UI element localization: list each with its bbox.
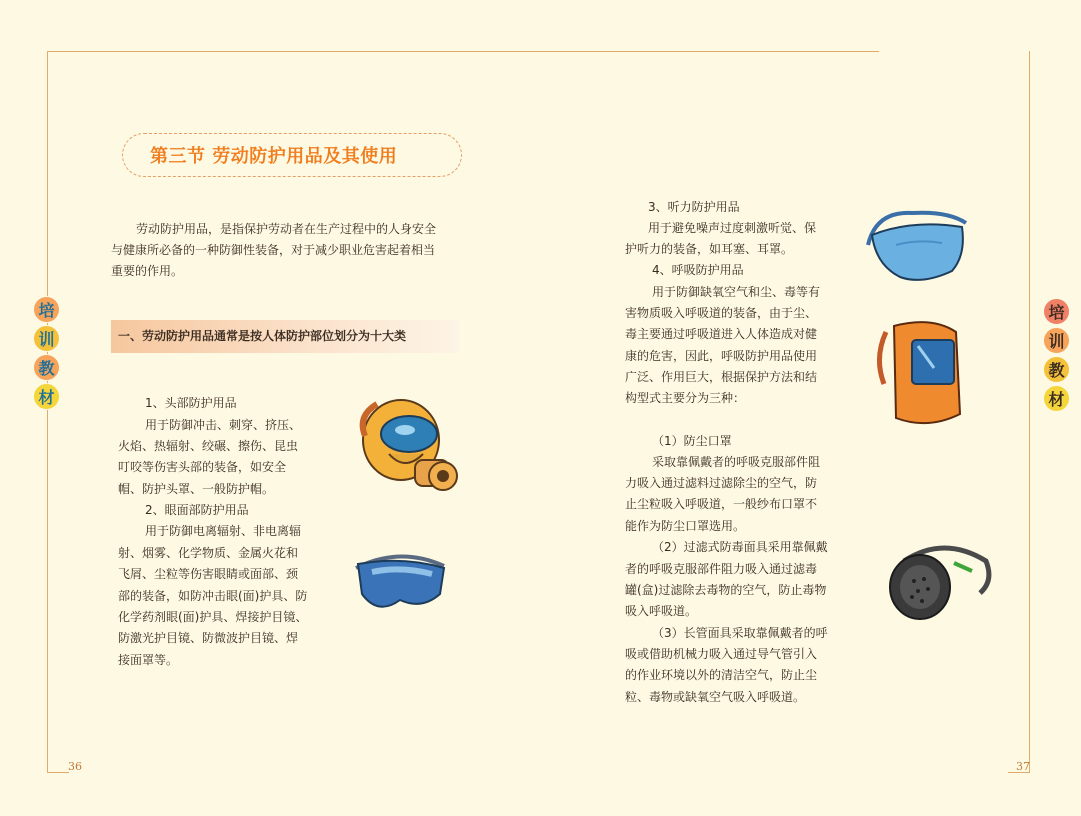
page-number-right: 37 xyxy=(1016,760,1030,773)
right-text-line: （1）防尘口罩 xyxy=(652,434,732,448)
left-text-line: 飞屑、尘粒等伤害眼睛或面部、颈 xyxy=(118,567,299,581)
right-text-line: 力吸入通过滤料过滤除尘的空气，防 xyxy=(625,476,818,490)
left-text-line: 用于防御电离辐射、非电离辐 xyxy=(145,524,302,538)
badge-char: 教 xyxy=(1043,356,1070,383)
left-text-line: 部的装备，如防冲击眼(面)护具、防 xyxy=(118,589,308,603)
right-text-line: 毒主要通过呼吸道进入人体造成对健 xyxy=(625,327,818,341)
right-text-line: 护听力的装备，如耳塞、耳罩。 xyxy=(625,242,794,256)
right-text-line: 3、听力防护用品 xyxy=(648,200,740,214)
right-text-line: 罐(盒)过滤除去毒物的空气，防止毒物 xyxy=(625,583,827,597)
gas-mask-helmet-image xyxy=(353,396,465,500)
left-text-line: 射、烟雾、化学物质、金属火花和 xyxy=(118,546,299,560)
section-heading: 一、劳动防护用品通常是按人体防护部位划分为十大类 xyxy=(118,329,407,343)
bottom-left-border xyxy=(47,772,69,773)
left-text-line: 化学药剂眼(面)护具、焊接护目镜、 xyxy=(118,610,308,624)
badge-char: 培 xyxy=(1043,298,1070,325)
right-text-line: 用于防御缺氧空气和尘、毒等有 xyxy=(652,285,821,299)
right-text-line: 构型式主要分为三种： xyxy=(625,391,746,405)
right-border xyxy=(1029,51,1030,773)
badge-char: 材 xyxy=(33,383,60,410)
right-text-line: （2）过滤式防毒面具采用靠佩戴 xyxy=(652,540,828,554)
right-text-line: 吸入呼吸道。 xyxy=(625,604,698,618)
badge-char: 培 xyxy=(33,296,60,323)
right-text-line: （3）长管面具采取靠佩戴者的呼 xyxy=(652,626,828,640)
left-border xyxy=(47,51,48,773)
right-text-line: 粒、毒物或缺氧空气吸入呼吸道。 xyxy=(625,690,806,704)
right-text-line: 4、呼吸防护用品 xyxy=(652,263,744,277)
right-text-line: 者的呼吸克服部件阻力吸入通过滤毒 xyxy=(625,562,818,576)
right-text-line: 止尘粒吸入呼吸道，一般纱布口罩不 xyxy=(625,497,818,511)
badge-char: 教 xyxy=(33,354,60,381)
respirator-mask-image xyxy=(884,541,996,625)
left-text-line: 叮咬等伤害头部的装备，如安全 xyxy=(118,460,287,474)
side-badge-right xyxy=(1043,298,1071,414)
left-text-line: 火焰、热辐射、绞碾、擦伤、昆虫 xyxy=(118,439,299,453)
right-text-line: 害物质吸入呼吸道的装备，由于尘、 xyxy=(625,306,818,320)
right-text-line: 吸或借助机械力吸入通过导气管引入 xyxy=(625,647,818,661)
right-text-line: 采取靠佩戴者的呼吸克服部件阻 xyxy=(652,455,821,469)
right-text-line: 能作为防尘口罩选用。 xyxy=(625,519,746,533)
page-title: 第三节 劳动防护用品及其使用 xyxy=(150,146,398,167)
left-text-line: 帽、防护头罩、一般防护帽。 xyxy=(118,482,275,496)
left-text-line: 接面罩等。 xyxy=(118,653,179,667)
left-text-line: 用于防御冲击、刺穿、挤压、 xyxy=(145,418,302,432)
intro-line: 与健康所必备的一种防御性装备，对于减少职业危害起着相当 xyxy=(111,243,436,257)
page-number-left: 36 xyxy=(68,760,82,773)
safety-goggles-image xyxy=(352,548,450,624)
left-text-line: 2、眼面部防护用品 xyxy=(145,503,249,517)
right-text-line: 用于避免噪声过度刺激听觉、保 xyxy=(648,221,817,235)
left-text-line: 防激光护目镜、防微波护目镜、焊 xyxy=(118,631,299,645)
right-text-line: 的作业环境以外的清洁空气，防止尘 xyxy=(625,668,818,682)
badge-char: 训 xyxy=(1043,327,1070,354)
right-text-line: 康的危害，因此，呼吸防护用品使用 xyxy=(625,349,818,363)
left-text-line: 1、头部防护用品 xyxy=(145,396,237,410)
intro-line: 劳动防护用品，是指保护劳动者在生产过程中的人身安全 xyxy=(136,222,437,236)
badge-char: 材 xyxy=(1043,385,1070,412)
dust-mask-image xyxy=(872,318,968,428)
ear-muffs-image xyxy=(862,205,974,285)
top-border xyxy=(47,51,879,52)
badge-char: 训 xyxy=(33,325,60,352)
right-text-line: 广泛、作用巨大，根据保护方法和结 xyxy=(625,370,818,384)
intro-line: 重要的作用。 xyxy=(111,264,184,278)
side-badge-left xyxy=(33,296,61,412)
